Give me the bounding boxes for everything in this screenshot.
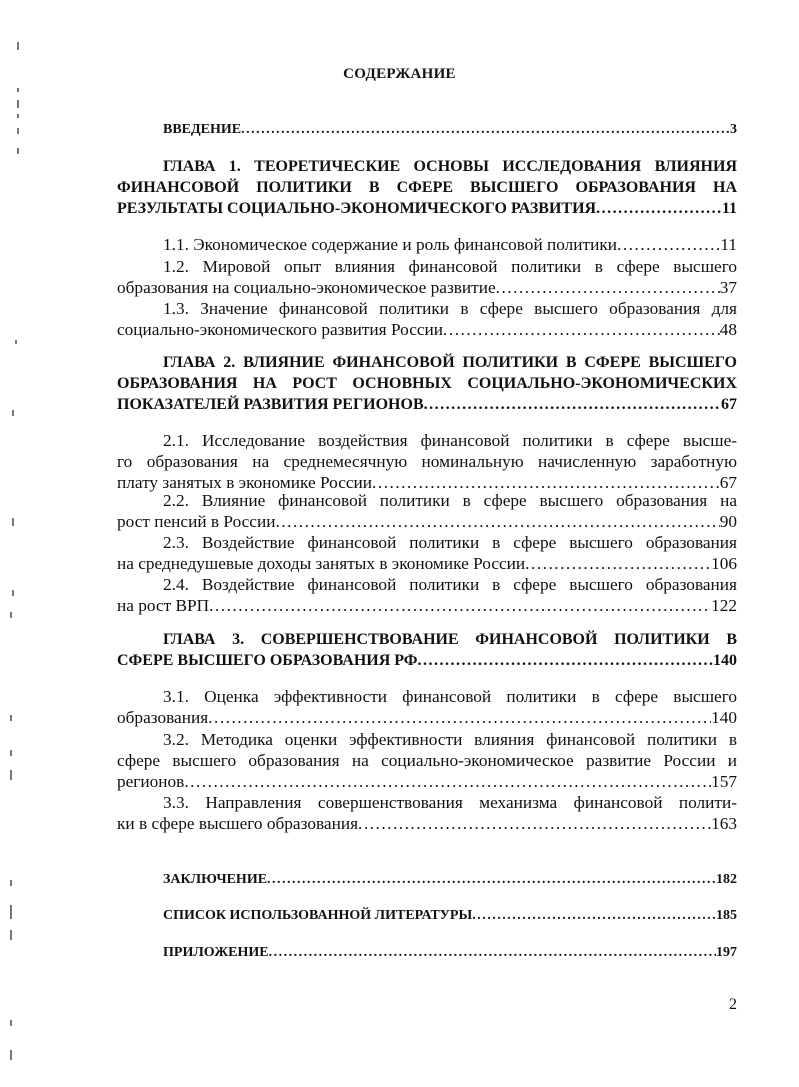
scan-margin-artifacts <box>0 0 30 1087</box>
toc-entry-chapter-2[interactable] <box>117 352 737 415</box>
dot-leader <box>184 771 711 792</box>
entry-line: 1.3. Значение финансовой политики в сфере высшего образования для <box>163 299 737 318</box>
dot-leader <box>267 869 716 890</box>
entry-page: 3 <box>730 122 737 137</box>
entry-line: сфере высшего образования на социально-экономическое развитие России и <box>117 751 737 770</box>
toc-entry-introduction[interactable] <box>163 119 737 140</box>
entry-label: образования <box>117 708 209 727</box>
dot-leader <box>275 511 719 532</box>
toc-entry-section-2-4[interactable] <box>117 574 737 616</box>
entry-line: ГЛАВА 2. ВЛИЯНИЕ ФИНАНСОВОЙ ПОЛИТИКИ В СФЕРЕ ВЫСШЕГО <box>163 354 737 371</box>
entry-line: 3.2. Методика оценки эффективности влияния финансовой политики в <box>163 730 737 749</box>
entry-page: 67 <box>719 473 737 492</box>
entry-label: на среднедушевые доходы занятых в экономике России <box>117 554 526 573</box>
entry-label: ки в сфере высшего образования <box>117 814 359 833</box>
entry-page: 106 <box>711 554 737 573</box>
entry-page: 11 <box>720 235 737 254</box>
toc-title: СОДЕРЖАНИЕ <box>343 66 456 82</box>
dot-leader <box>358 813 711 834</box>
toc-entry-section-3-1[interactable] <box>117 686 737 728</box>
toc-entry-conclusion[interactable] <box>163 869 737 890</box>
dot-leader <box>496 277 720 298</box>
toc-entry-section-2-3[interactable] <box>117 532 737 574</box>
entry-page: 140 <box>711 708 737 727</box>
entry-label: ЗАКЛЮЧЕНИЕ <box>163 872 268 887</box>
entry-label: регионов <box>117 772 185 791</box>
entry-label: социально-экономического развития России <box>117 320 444 339</box>
entry-line: 3.3. Направления совершенствования механизма финансовой полити- <box>163 793 737 812</box>
entry-page: 90 <box>719 512 737 531</box>
dot-leader <box>472 905 716 926</box>
entry-label: ПРИЛОЖЕНИЕ <box>163 945 269 960</box>
toc-entry-section-1-1[interactable] <box>117 234 737 255</box>
dot-leader <box>269 942 716 963</box>
toc-entry-section-2-1[interactable] <box>117 430 737 493</box>
entry-page: 182 <box>716 872 737 887</box>
entry-label: 1.1. Экономическое содержание и роль финансовой политики <box>163 235 617 254</box>
entry-line: го образования на среднемесячную номинальную начисленную заработную <box>117 452 737 471</box>
entry-line: 2.3. Воздействие финансовой политики в сфере высшего образования <box>163 533 737 552</box>
dot-leader <box>596 198 722 219</box>
entry-label: рост пенсий в России <box>117 512 276 531</box>
entry-page: 163 <box>711 814 737 833</box>
page-number: 2 <box>729 996 737 1013</box>
entry-page: 67 <box>721 396 737 413</box>
entry-page: 122 <box>711 596 737 615</box>
dot-leader <box>208 707 711 728</box>
entry-label: на рост ВРП <box>117 596 210 615</box>
entry-label: РЕЗУЛЬТАТЫ СОЦИАЛЬНО-ЭКОНОМИЧЕСКОГО РАЗВИТИЯ <box>117 200 597 217</box>
entry-line: ОБРАЗОВАНИЯ НА РОСТ ОСНОВНЫХ СОЦИАЛЬНО-ЭКОНОМИЧЕСКИХ <box>117 375 737 392</box>
toc-entry-chapter-3[interactable] <box>117 629 737 671</box>
entry-page: 157 <box>711 772 737 791</box>
entry-label: образования на социально-экономическое развитие <box>117 278 496 297</box>
entry-page: 197 <box>716 945 737 960</box>
entry-label: плату занятых в экономике России <box>117 473 373 492</box>
entry-page: 37 <box>719 278 737 297</box>
entry-line: 2.1. Исследование воздействия финансовой политики в сфере высше- <box>163 431 737 450</box>
entry-label: ПОКАЗАТЕЛЕЙ РАЗВИТИЯ РЕГИОНОВ <box>117 396 424 413</box>
entry-label: ВВЕДЕНИЕ <box>163 122 242 137</box>
toc-entry-references[interactable] <box>163 905 737 926</box>
entry-label: СПИСОК ИСПОЛЬЗОВАННОЙ ЛИТЕРАТУРЫ <box>163 908 473 923</box>
entry-line: ГЛАВА 1. ТЕОРЕТИЧЕСКИЕ ОСНОВЫ ИССЛЕДОВАНИЯ ВЛИЯНИЯ <box>163 158 737 175</box>
entry-line: 1.2. Мировой опыт влияния финансовой политики в сфере высшего <box>163 257 737 276</box>
dot-leader <box>617 234 720 255</box>
dot-leader <box>525 553 711 574</box>
entry-page: 140 <box>713 652 737 669</box>
entry-line: ГЛАВА 3. СОВЕРШЕНСТВОВАНИЕ ФИНАНСОВОЙ ПОЛИТИКИ В <box>163 631 737 648</box>
dot-leader <box>241 119 730 140</box>
entry-page: 48 <box>719 320 737 339</box>
toc-entry-chapter-1[interactable] <box>117 156 737 219</box>
toc-entry-section-1-3[interactable] <box>117 298 737 340</box>
entry-page: 185 <box>716 908 737 923</box>
toc-entry-appendix[interactable] <box>163 942 737 963</box>
entry-label: СФЕРЕ ВЫСШЕГО ОБРАЗОВАНИЯ РФ <box>117 652 418 669</box>
toc-entry-section-1-2[interactable] <box>117 256 737 298</box>
dot-leader <box>418 650 713 671</box>
entry-line: 2.2. Влияние финансовой политики в сфере высшего образования на <box>163 491 737 510</box>
toc-entry-section-2-2[interactable] <box>117 490 737 532</box>
entry-page: 11 <box>721 200 737 217</box>
dot-leader <box>443 319 720 340</box>
dot-leader <box>424 394 721 415</box>
entry-line: ФИНАНСОВОЙ ПОЛИТИКИ В СФЕРЕ ВЫСШЕГО ОБРАЗОВАНИЯ НА <box>117 179 737 196</box>
dot-leader <box>209 595 711 616</box>
entry-line: 2.4. Воздействие финансовой политики в сфере высшего образования <box>163 575 737 594</box>
entry-line: 3.1. Оценка эффективности финансовой политики в сфере высшего <box>163 687 737 706</box>
toc-entry-section-3-3[interactable] <box>117 792 737 834</box>
toc-entry-section-3-2[interactable] <box>117 729 737 792</box>
